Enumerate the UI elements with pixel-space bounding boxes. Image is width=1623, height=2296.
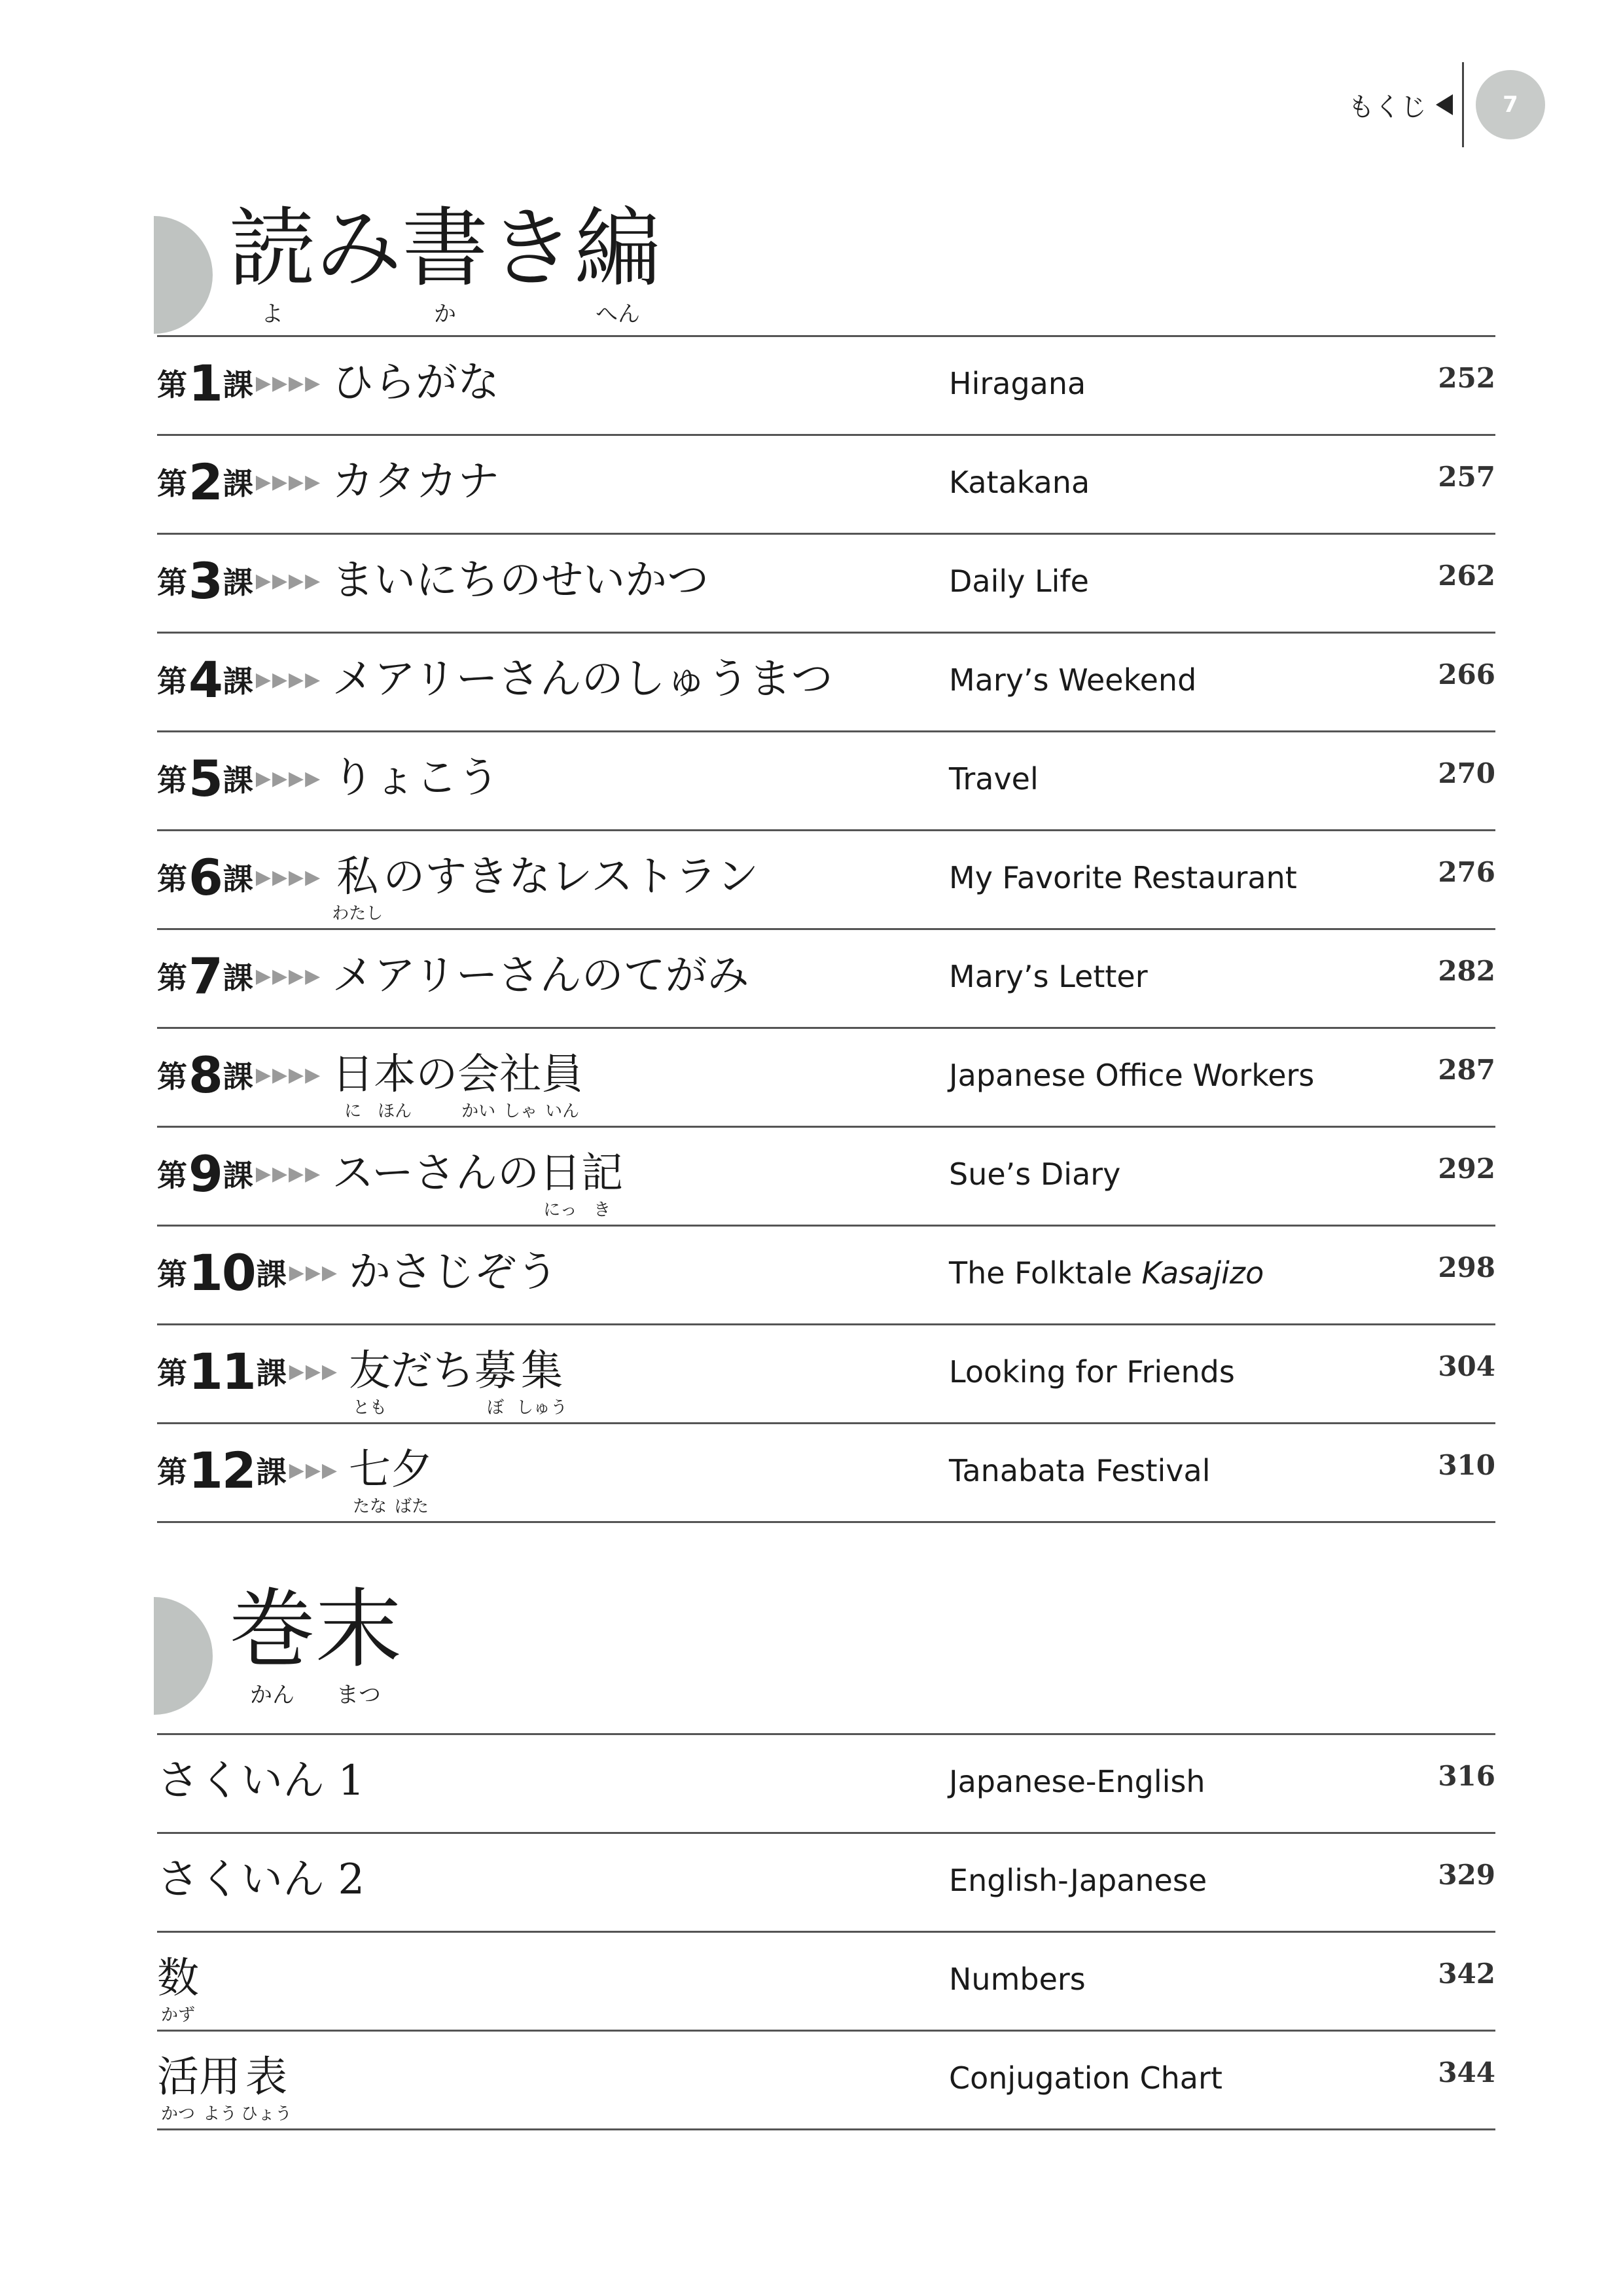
page-number: 257 (1438, 461, 1495, 493)
lesson-title (332, 652, 832, 707)
ruby-base: 募 (474, 1347, 516, 1395)
toc-row-lesson-3 (157, 535, 1495, 634)
lesson-number: 3 (188, 551, 222, 610)
lesson-number: 6 (188, 848, 222, 906)
ruby-reading: ぼ (486, 1398, 504, 1418)
ruby-base: 私 (336, 853, 379, 901)
ruby-reading: しゅう (516, 1398, 567, 1418)
ruby-base: 員 (541, 1050, 584, 1099)
ruby-base: さくいん 2 (157, 1856, 365, 1904)
ruby-word (332, 751, 499, 806)
lesson-prefix: 第 (157, 367, 187, 403)
ruby-word (541, 1047, 583, 1121)
toc-row-lesson-4 (157, 634, 1495, 732)
title-reading: まつ (336, 1682, 381, 1708)
title-ruby-word (229, 1577, 315, 1708)
page-number: 266 (1438, 658, 1495, 691)
ruby-word (332, 948, 749, 1003)
ruby-base: 集 (520, 1347, 563, 1395)
lesson-japanese (157, 355, 499, 410)
lesson-english-title: Mary’s Letter (949, 959, 1148, 994)
page-number-badge: 7 (1476, 70, 1545, 139)
arrow-icons: ▶▶▶▶ (255, 569, 322, 592)
lesson-prefix: 第 (157, 960, 187, 996)
ruby-word (241, 2050, 292, 2123)
title-ruby-word (229, 196, 315, 327)
ruby-word (199, 2050, 241, 2123)
lesson-prefix: 第 (157, 664, 187, 699)
ruby-reading: ばた (394, 1497, 429, 1516)
lesson-japanese (157, 1245, 558, 1300)
title-char: 巻 (229, 1579, 315, 1680)
lesson-japanese (157, 850, 758, 923)
lesson-suffix: 課 (223, 762, 253, 798)
appendix-japanese (157, 1753, 365, 1808)
appendix-english-title: Conjugation Chart (949, 2060, 1222, 2096)
page-number: 304 (1438, 1350, 1495, 1382)
arrow-icons: ▶▶▶▶ (255, 766, 322, 790)
page-number: 262 (1438, 560, 1495, 592)
lesson-number: 4 (188, 650, 222, 709)
toc-row-lesson-5 (157, 732, 1495, 831)
toc-row-lesson-10 (157, 1227, 1495, 1325)
title-reading: へん (596, 301, 640, 327)
ruby-word (499, 1047, 541, 1121)
ruby-reading: しゃ (503, 1102, 538, 1121)
lesson-japanese (157, 1047, 583, 1121)
title-ruby-word (575, 196, 661, 327)
ruby-word (332, 553, 709, 608)
ruby-reading: き (593, 1200, 611, 1220)
lesson-title (332, 454, 499, 509)
title-char: み (315, 198, 402, 299)
ruby-reading: とも (352, 1398, 387, 1418)
ruby-word (332, 355, 499, 410)
lesson-prefix: 第 (157, 1257, 187, 1292)
page-number: 282 (1438, 955, 1495, 987)
toc-row-lesson-12 (157, 1424, 1495, 1523)
lesson-suffix: 課 (223, 466, 253, 501)
title-ruby-word (488, 196, 575, 327)
arrow-icons: ▶▶▶▶ (255, 668, 322, 691)
lesson-prefix: 第 (157, 1059, 187, 1094)
title-reading: か (434, 301, 456, 327)
ruby-word (516, 1344, 567, 1417)
lesson-prefix: 第 (157, 1355, 187, 1391)
page-number: 287 (1438, 1054, 1495, 1086)
arrow-icons: ▶▶▶ (289, 1261, 338, 1284)
page-number: 252 (1438, 362, 1495, 394)
lesson-suffix: 課 (256, 1454, 287, 1490)
ruby-word (332, 850, 383, 923)
title-char: き (488, 198, 575, 299)
lesson-english-title: Hiragana (949, 366, 1086, 401)
ruby-base: 友 (348, 1347, 391, 1395)
lesson-title (349, 1245, 558, 1300)
arrow-icons: ▶▶▶▶ (255, 371, 322, 395)
arrow-icons: ▶▶▶▶ (255, 470, 322, 493)
lesson-japanese (157, 948, 749, 1003)
page-header (1348, 62, 1545, 147)
ruby-word (391, 1443, 433, 1516)
lesson-number: 8 (188, 1045, 222, 1104)
title-char: 読 (229, 198, 315, 299)
lesson-suffix: 課 (223, 664, 253, 699)
ruby-base: 表 (245, 2053, 287, 2102)
lesson-title (332, 751, 499, 806)
lesson-number: 10 (188, 1243, 255, 1302)
ruby-base: 活 (157, 2053, 199, 2102)
appendix-english-title: English-Japanese (949, 1863, 1207, 1898)
page-number: 310 (1438, 1449, 1495, 1481)
lesson-japanese (157, 553, 709, 608)
lesson-suffix: 課 (223, 861, 253, 897)
lesson-title (332, 553, 709, 608)
section-title (229, 1577, 402, 1708)
ruby-reading: ひょう (241, 2104, 293, 2124)
ruby-base: 本 (374, 1050, 416, 1099)
toc-row-lesson-6 (157, 831, 1495, 930)
ruby-base: 七 (348, 1446, 391, 1494)
arrow-icons: ▶▶▶▶ (255, 964, 322, 988)
toc-row-lesson-9 (157, 1128, 1495, 1227)
lesson-japanese (157, 751, 499, 806)
arrow-icons: ▶▶▶▶ (255, 865, 322, 889)
page-number: 292 (1438, 1153, 1495, 1185)
header-label: もくじ (1348, 92, 1427, 122)
ruby-reading: いん (545, 1102, 580, 1121)
toc-row-appendix (157, 2032, 1495, 2130)
english-title-text: The Folktale (949, 1255, 1142, 1291)
ruby-base: 記 (581, 1149, 623, 1198)
lesson-label (157, 1047, 325, 1102)
title-char: 書 (402, 198, 488, 299)
lesson-label (157, 454, 325, 509)
lesson-suffix: 課 (223, 1059, 253, 1094)
ruby-reading: かい (461, 1102, 496, 1121)
toc-reading-writing (157, 335, 1495, 1523)
title-ruby-word (315, 1577, 402, 1708)
ruby-word (332, 454, 499, 509)
toc-row-lesson-2 (157, 436, 1495, 535)
ruby-reading: に (344, 1102, 362, 1121)
lesson-number: 11 (188, 1342, 255, 1401)
lesson-title (349, 1443, 433, 1516)
section-tab-marker (154, 216, 213, 334)
arrow-icons: ▶▶▶ (289, 1458, 338, 1482)
lesson-title (332, 850, 758, 923)
ruby-base: 用 (199, 2053, 241, 2102)
page-number: 329 (1438, 1859, 1495, 1891)
appendix-title (157, 1753, 365, 1808)
title-reading: かん (250, 1682, 294, 1708)
ruby-word (349, 1443, 391, 1516)
lesson-title (332, 355, 499, 410)
lesson-japanese (157, 1443, 433, 1516)
lesson-english-title: Daily Life (949, 564, 1089, 599)
appendix-japanese (157, 1852, 365, 1907)
lesson-label (157, 355, 325, 410)
ruby-base: だち (390, 1347, 474, 1395)
lesson-suffix: 課 (223, 367, 253, 403)
ruby-reading: かず (160, 2005, 195, 2025)
ruby-base: りょこう (332, 754, 500, 802)
lesson-english-title: Tanabata Festival (949, 1453, 1211, 1488)
lesson-prefix: 第 (157, 565, 187, 600)
lesson-english-title (949, 1255, 1264, 1291)
section-tab-marker (154, 1597, 213, 1715)
lesson-suffix: 課 (256, 1355, 287, 1391)
title-char: 編 (575, 198, 661, 299)
ruby-reading: にっ (543, 1200, 577, 1220)
ruby-reading: かつ (160, 2104, 195, 2124)
ruby-word (539, 1146, 581, 1219)
title-ruby-word (402, 196, 488, 327)
ruby-base: まいにちのせいかつ (332, 556, 709, 605)
ruby-base: カタカナ (332, 457, 500, 506)
ruby-word (581, 1146, 623, 1219)
lesson-suffix: 課 (223, 565, 253, 600)
ruby-base: 数 (157, 1954, 199, 2003)
page-number: 270 (1438, 757, 1495, 789)
section-title (229, 196, 661, 327)
ruby-base: メアリーさんのてがみ (332, 952, 749, 1000)
toc-row-lesson-7 (157, 930, 1495, 1029)
lesson-japanese (157, 1146, 623, 1219)
lesson-english-title: Looking for Friends (949, 1354, 1235, 1390)
lesson-english-title: Japanese Office Workers (949, 1058, 1315, 1093)
ruby-word (157, 1951, 199, 2024)
ruby-word (157, 1753, 365, 1808)
arrow-icons: ▶▶▶▶ (255, 1063, 322, 1086)
arrow-icons: ▶▶▶▶ (255, 1162, 322, 1185)
lesson-prefix: 第 (157, 762, 187, 798)
lesson-number: 12 (188, 1441, 255, 1499)
lesson-label (157, 1146, 325, 1201)
title-char: 末 (315, 1579, 402, 1680)
header-triangle-icon (1436, 94, 1453, 115)
lesson-english-title: Sue’s Diary (949, 1157, 1121, 1192)
ruby-base: 夕 (390, 1446, 433, 1494)
lesson-suffix: 課 (256, 1257, 287, 1292)
toc-row-appendix (157, 1933, 1495, 2032)
lesson-prefix: 第 (157, 861, 187, 897)
appendix-title (157, 1951, 199, 2024)
ruby-word (383, 850, 758, 905)
lesson-label (157, 751, 325, 806)
lesson-label (157, 1443, 342, 1498)
ruby-word (349, 1245, 558, 1300)
ruby-base: 会 (457, 1050, 500, 1099)
ruby-reading: ほん (378, 1102, 412, 1121)
ruby-word (374, 1047, 416, 1121)
lesson-label (157, 1344, 342, 1399)
title-ruby-word (315, 196, 402, 327)
lesson-suffix: 課 (223, 960, 253, 996)
toc-row-appendix (157, 1834, 1495, 1933)
ruby-base: の (416, 1050, 458, 1099)
ruby-word (391, 1344, 474, 1399)
ruby-reading: わたし (332, 904, 383, 924)
lesson-number: 2 (188, 452, 222, 511)
lesson-english-title: Travel (949, 761, 1039, 797)
ruby-reading: よう (202, 2104, 237, 2124)
lesson-suffix: 課 (223, 1158, 253, 1193)
ruby-word (157, 1852, 365, 1907)
lesson-japanese (157, 454, 499, 509)
ruby-word (332, 1146, 539, 1201)
appendix-title (157, 1852, 365, 1907)
ruby-word (332, 1047, 374, 1121)
lesson-number: 1 (188, 353, 222, 412)
ruby-reading: たな (352, 1497, 387, 1516)
lesson-prefix: 第 (157, 1158, 187, 1193)
page-number: 298 (1438, 1251, 1495, 1283)
ruby-base: さくいん 1 (157, 1757, 365, 1805)
title-reading: よ (261, 301, 283, 327)
ruby-base: のすきなレストラン (383, 853, 759, 901)
lesson-japanese (157, 1344, 567, 1417)
appendix-japanese (157, 2050, 292, 2123)
page-number: 344 (1438, 2056, 1495, 2089)
lesson-prefix: 第 (157, 1454, 187, 1490)
lesson-japanese (157, 652, 833, 707)
toc-appendix (157, 1733, 1495, 2130)
ruby-base: 社 (499, 1050, 542, 1099)
lesson-english-title: My Favorite Restaurant (949, 860, 1297, 895)
ruby-word (416, 1047, 457, 1102)
lesson-number: 7 (188, 946, 222, 1005)
toc-row-lesson-1 (157, 337, 1495, 436)
page-number: 342 (1438, 1958, 1495, 1990)
lesson-title (332, 948, 749, 1003)
ruby-word (349, 1344, 391, 1417)
appendix-english-title: Numbers (949, 1962, 1086, 1997)
lesson-label (157, 850, 325, 905)
lesson-number: 9 (188, 1144, 222, 1203)
arrow-icons: ▶▶▶ (289, 1359, 338, 1383)
lesson-title (332, 1146, 623, 1219)
appendix-japanese (157, 1951, 199, 2024)
lesson-prefix: 第 (157, 466, 187, 501)
header-divider (1462, 62, 1464, 147)
ruby-word (157, 2050, 199, 2123)
ruby-base: ひらがな (332, 359, 500, 407)
page-number: 316 (1438, 1760, 1495, 1792)
ruby-word (474, 1344, 516, 1417)
ruby-base: スーさんの (332, 1149, 539, 1198)
lesson-label (157, 553, 325, 608)
lesson-title (349, 1344, 567, 1417)
lesson-number: 5 (188, 749, 222, 808)
ruby-word (332, 652, 832, 707)
lesson-label (157, 1245, 342, 1300)
lesson-english-title: Mary’s Weekend (949, 662, 1197, 698)
ruby-base: 日 (539, 1149, 581, 1198)
lesson-label (157, 948, 325, 1003)
ruby-word (457, 1047, 499, 1121)
toc-row-appendix (157, 1735, 1495, 1834)
toc-row-lesson-8 (157, 1029, 1495, 1128)
ruby-base: 日 (332, 1050, 374, 1099)
lesson-english-title: Katakana (949, 465, 1090, 500)
lesson-label (157, 652, 325, 707)
appendix-title (157, 2050, 292, 2123)
toc-row-lesson-11 (157, 1325, 1495, 1424)
lesson-title (332, 1047, 583, 1121)
ruby-base: かさじぞう (348, 1248, 558, 1297)
ruby-base: メアリーさんのしゅうまつ (332, 655, 833, 704)
english-title-italic: Kasajizo (1141, 1255, 1264, 1291)
page-number: 276 (1438, 856, 1495, 888)
appendix-english-title: Japanese-English (949, 1764, 1205, 1799)
